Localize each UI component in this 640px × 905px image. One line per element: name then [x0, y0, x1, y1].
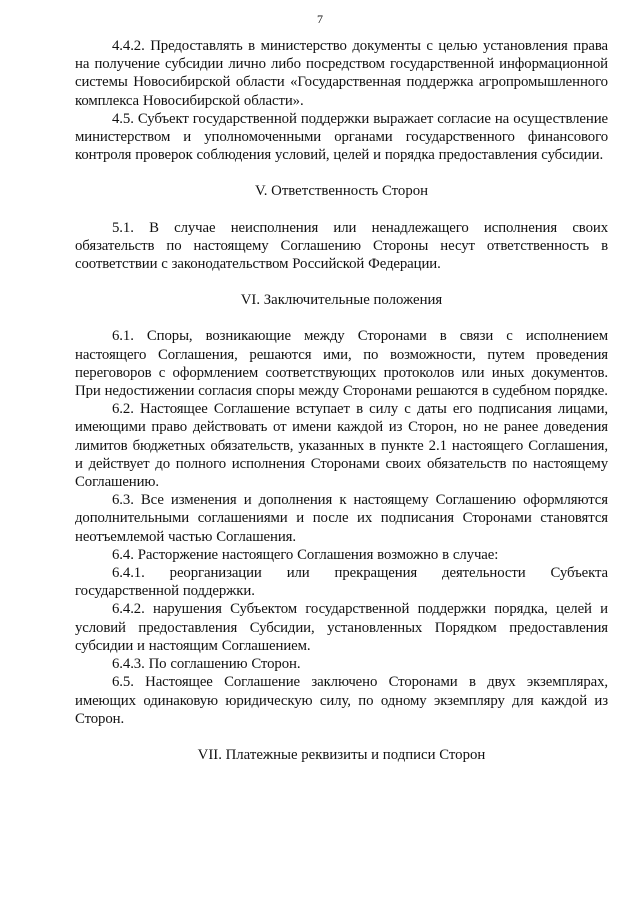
paragraph-6-1: 6.1. Споры, возникающие между Сторонами в связи с исполнением настоящего Соглашения, решаются ими, по возможности, путем проведения переговоров с оформлением соответствующих протоколов или иных документов. При недостижении согласия споры между Сторонами решаются в судебном порядке.	[75, 328, 608, 400]
spacer	[75, 201, 608, 219]
section-heading-vi: VI. Заключительные положения	[240, 292, 443, 309]
paragraph-6-4: 6.4. Расторжение настоящего Соглашения возможно в случае:	[112, 546, 499, 563]
section-heading-v: V. Ответственность Сторон	[254, 183, 429, 200]
paragraph-6-3: 6.3. Все изменения и дополнения к настоящему Соглашению оформляются дополнительными соглашениями и после их подписания Сторонами становятся неотъемлемой частью Соглашения.	[75, 492, 608, 545]
page-number: 7	[317, 12, 323, 26]
spacer	[75, 164, 608, 182]
paragraph-6-4-1: 6.4.1. реорганизации или прекращения деятельности Субъекта государственной поддержки.	[75, 565, 608, 600]
spacer	[75, 309, 608, 327]
spacer	[75, 273, 608, 291]
paragraph-6-4-3: 6.4.3. По соглашению Сторон.	[112, 656, 301, 673]
paragraph-4-5: 4.5. Субъект государственной поддержки выражает согласие на осуществление министерством и уполномоченными органами государственного финансового контроля проверок соблюдения условий, целей и порядка предоставления субсидии.	[75, 110, 608, 164]
paragraph-6-5: 6.5. Настоящее Соглашение заключено Сторонами в двух экземплярах, имеющих одинаковую юридическую силу, по одному экземпляру для каждой из Сторон.	[75, 674, 608, 727]
spacer	[75, 728, 608, 746]
paragraph-4-4-2: 4.4.2. Предоставлять в министерство документы с целью установления права на получение субсидии лично либо посредством государственной информационной системы Новосибирской области «Государственная поддержка агропромышленного комплекса Новосибирской области».	[75, 38, 608, 109]
paragraph-6-2: 6.2. Настоящее Соглашение вступает в силу с даты его подписания лицами, имеющими право действовать от имени каждой из Сторон, но не ранее доведения лимитов бюджетных обязательств, указанных в пункте 2.1 настоящего Соглашения, и действует до полного исполнения Сторонами своих обязательств по настоящему Соглашению.	[75, 401, 608, 491]
paragraph-5-1: 5.1. В случае неисполнения или ненадлежащего исполнения своих обязательств по настоящему Соглашению Стороны несут ответственность в соответствии с законодательством Российской Федерации.	[75, 219, 608, 273]
document-body	[75, 37, 608, 764]
paragraph-6-4-2: 6.4.2. нарушения Субъектом государственной поддержки порядка, целей и условий предоставления Субсидии, установленных Порядком предоставления субсидии и настоящим Соглашением.	[75, 601, 608, 654]
section-heading-vii: VII. Платежные реквизиты и подписи Сторон	[197, 746, 486, 763]
